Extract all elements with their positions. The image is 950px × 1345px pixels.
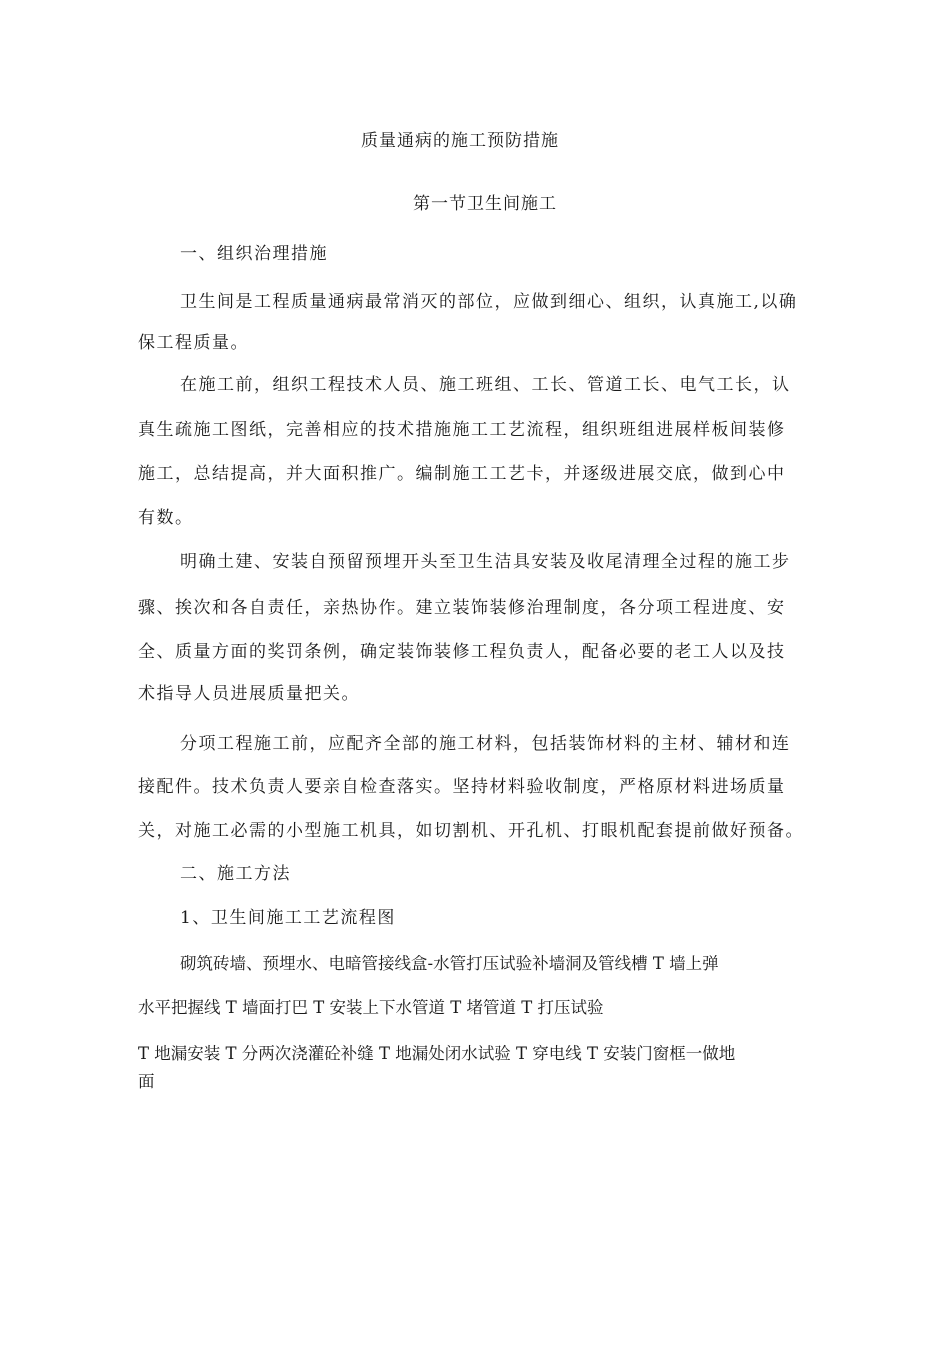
paragraph-line: 在施工前，组织工程技术人员、施工班组、工长、管道工长、电气工长，认 <box>180 375 791 395</box>
paragraph-line: 真生疏施工图纸，完善相应的技术措施施工工艺流程，组织班组进展样板间装修 <box>138 420 786 440</box>
paragraph-line: 明确土建、安装自预留预埋开头至卫生洁具安装及收尾清理全过程的施工步 <box>180 552 791 572</box>
paragraph-line: 有数。 <box>138 508 194 528</box>
heading-organization-measures: 一、组织治理措施 <box>180 244 328 264</box>
flow-line: T 地漏安装 T 分两次浇灌砼补缝 T 地漏处闭水试验 T 穿电线 T 安装门窗框一做地 <box>138 1044 736 1063</box>
flow-line: 砌筑砖墙、预埋水、电暗管接线盒-水管打压试验补墙洞及管线槽 T 墙上弹 <box>180 954 719 973</box>
paragraph-line: 骤、挨次和各自责任，亲热协作。建立装饰装修治理制度，各分项工程进度、安 <box>138 598 786 618</box>
section-title: 第一节卫生间施工 <box>413 194 557 214</box>
paragraph-line: 保工程质量。 <box>138 333 249 353</box>
flow-line: 水平把握线 T 墙面打巴 T 安装上下水管道 T 堵管道 T 打压试验 <box>138 998 604 1017</box>
document-title: 质量通病的施工预防措施 <box>361 131 559 151</box>
heading-process-flowchart: 1、卫生间施工工艺流程图 <box>180 908 396 928</box>
heading-construction-method: 二、施工方法 <box>180 864 291 884</box>
paragraph-line: 接配件。技术负责人要亲自检查落实。坚持材料验收制度，严格原材料进场质量 <box>138 777 786 797</box>
flow-line: 面 <box>138 1072 155 1091</box>
paragraph-line: 关，对施工必需的小型施工机具，如切割机、开孔机、打眼机配套提前做好预备。 <box>138 821 804 841</box>
paragraph-line: 术指导人员进展质量把关。 <box>138 684 360 704</box>
paragraph-line: 卫生间是工程质量通病最常消灭的部位，应做到细心、组织，认真施工,以确 <box>180 292 798 312</box>
paragraph-line: 全、质量方面的奖罚条例，确定装饰装修工程负责人，配备必要的老工人以及技 <box>138 642 786 662</box>
paragraph-line: 分项工程施工前，应配齐全部的施工材料，包括装饰材料的主材、辅材和连 <box>180 734 791 754</box>
paragraph-line: 施工，总结提高，并大面积推广。编制施工工艺卡，并逐级进展交底，做到心中 <box>138 464 786 484</box>
